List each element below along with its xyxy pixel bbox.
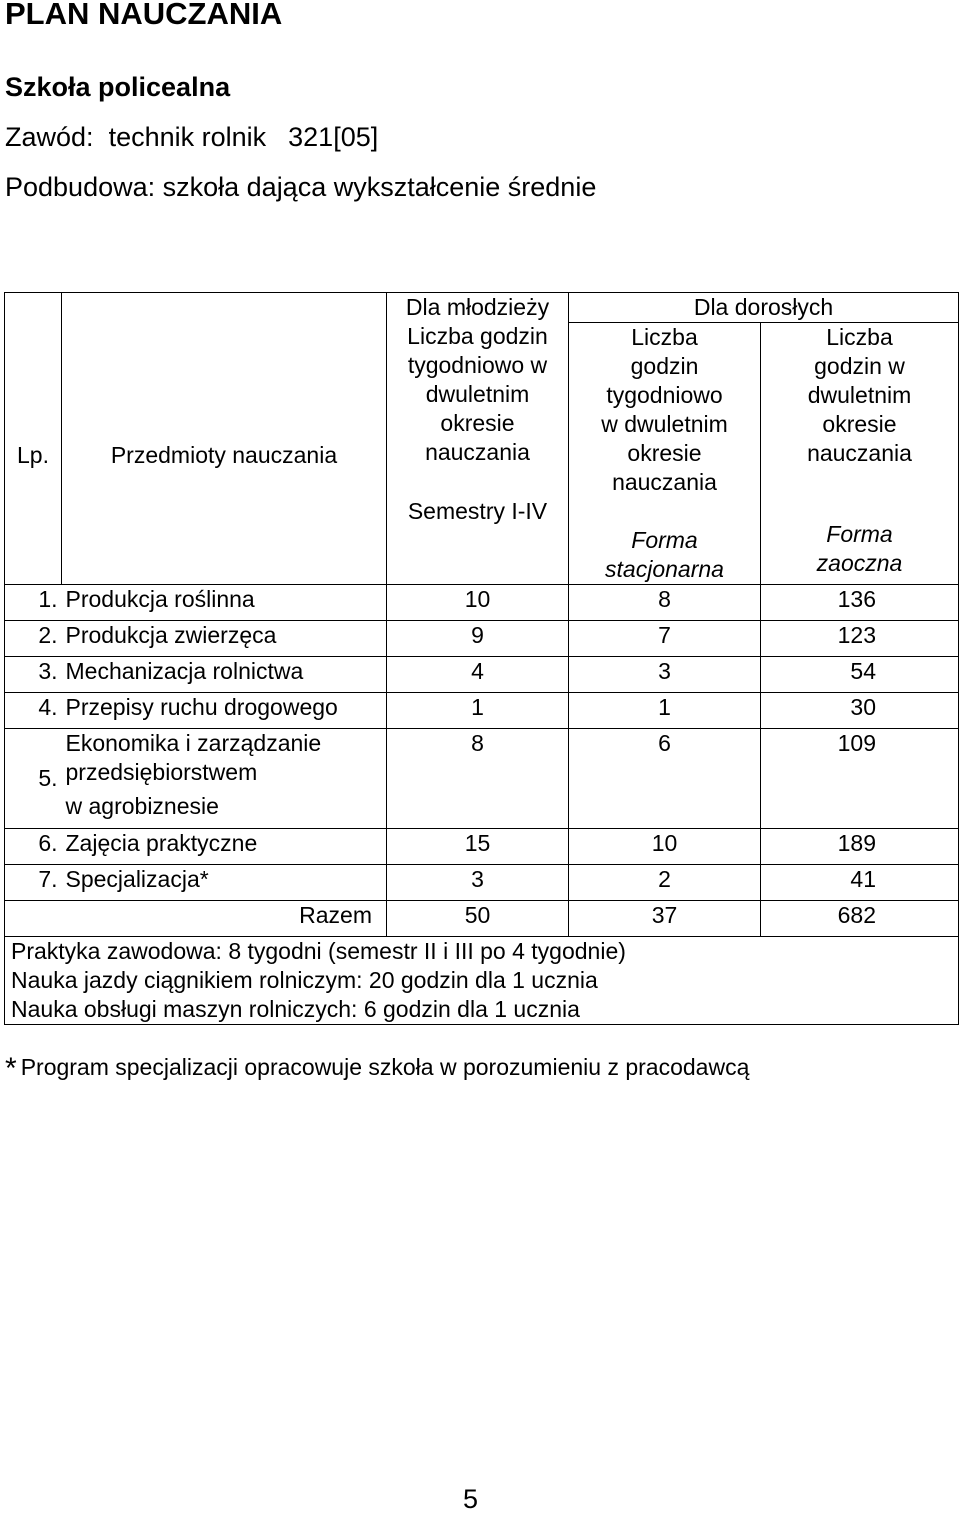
table-row: 5. Ekonomika i zarządzanie przedsiębiorstwem w agrobiznesie 8 6 109 bbox=[5, 729, 959, 829]
table-row: 4. Przepisy ruchu drogowego 1 1 30 bbox=[5, 693, 959, 729]
occupation-label: Zawód: bbox=[5, 122, 94, 152]
notes-row bbox=[5, 937, 959, 1025]
table-row: 6. Zajęcia praktyczne 15 10 189 bbox=[5, 829, 959, 865]
form-extramural-1: Forma bbox=[826, 520, 893, 547]
adults-header: Dla dorosłych bbox=[569, 293, 959, 323]
adults-weekly-cell bbox=[569, 323, 761, 585]
note-tractor: Nauka jazdy ciągnikiem rolniczym: 20 godzin dla 1 ucznia bbox=[11, 967, 598, 993]
footnote-star: * bbox=[5, 1052, 17, 1085]
youth-header-cell bbox=[387, 293, 569, 585]
school-type: Szkoła policealna bbox=[5, 72, 231, 102]
occupation-line bbox=[5, 122, 378, 153]
total-extramural: 682 bbox=[761, 901, 959, 937]
form-extramural-2: zaoczna bbox=[816, 549, 903, 576]
subject-multiline: Ekonomika i zarządzanie przedsiębiorstwem w agrobiznesie bbox=[62, 729, 387, 829]
page-title: PLAN NAUCZANIA bbox=[5, 0, 283, 31]
footnote bbox=[5, 1052, 749, 1086]
youth-semesters: Semestry I-IV bbox=[407, 498, 548, 524]
notes-cell bbox=[5, 937, 959, 1025]
footnote-text: Program specjalizacji opracowuje szkoła w porozumieniu z pracodawcą bbox=[20, 1054, 750, 1080]
youth-header: Dla młodzieży bbox=[405, 294, 550, 320]
total-stationary: 37 bbox=[569, 901, 761, 937]
foundation-line: Podbudowa: szkoła dająca wykształcenie średnie bbox=[5, 172, 597, 202]
youth-hours-label: Liczba godzin tygodniowo w dwuletnim okresie nauczania bbox=[407, 323, 548, 465]
lp-header: Lp. bbox=[5, 293, 62, 585]
total-label: Razem bbox=[5, 901, 387, 937]
occupation-code: 321[05] bbox=[288, 122, 379, 152]
adults-total-cell bbox=[761, 323, 959, 520]
note-practice: Praktyka zawodowa: 8 tygodni (semestr II i III po 4 tygodnie) bbox=[11, 938, 626, 964]
curriculum-table bbox=[4, 292, 959, 1025]
form-stationary-2: stacjonarna bbox=[605, 556, 724, 582]
adults-extramural-cell bbox=[761, 520, 959, 585]
form-stationary-1: Forma bbox=[631, 527, 698, 553]
total-youth: 50 bbox=[387, 901, 569, 937]
table-row: 7. Specjalizacja* 3 2 41 bbox=[5, 865, 959, 901]
page-number: 5 bbox=[463, 1484, 479, 1514]
total-row bbox=[5, 901, 959, 937]
subjects-header: Przedmioty nauczania bbox=[62, 293, 387, 585]
table-row: 3. Mechanizacja rolnictwa 4 3 54 bbox=[5, 657, 959, 693]
table-row: 1. Produkcja roślinna 10 8 136 bbox=[5, 585, 959, 621]
table-row: 2. Produkcja zwierzęca 9 7 123 bbox=[5, 621, 959, 657]
note-machines: Nauka obsługi maszyn rolniczych: 6 godzin dla 1 ucznia bbox=[11, 996, 580, 1022]
adults-total-label: Liczba godzin w dwuletnim okresie nauczania bbox=[807, 324, 912, 466]
occupation-name: technik rolnik bbox=[108, 122, 267, 152]
adults-weekly-label: Liczba godzin tygodniowo w dwuletnim okresie nauczania bbox=[601, 324, 728, 495]
